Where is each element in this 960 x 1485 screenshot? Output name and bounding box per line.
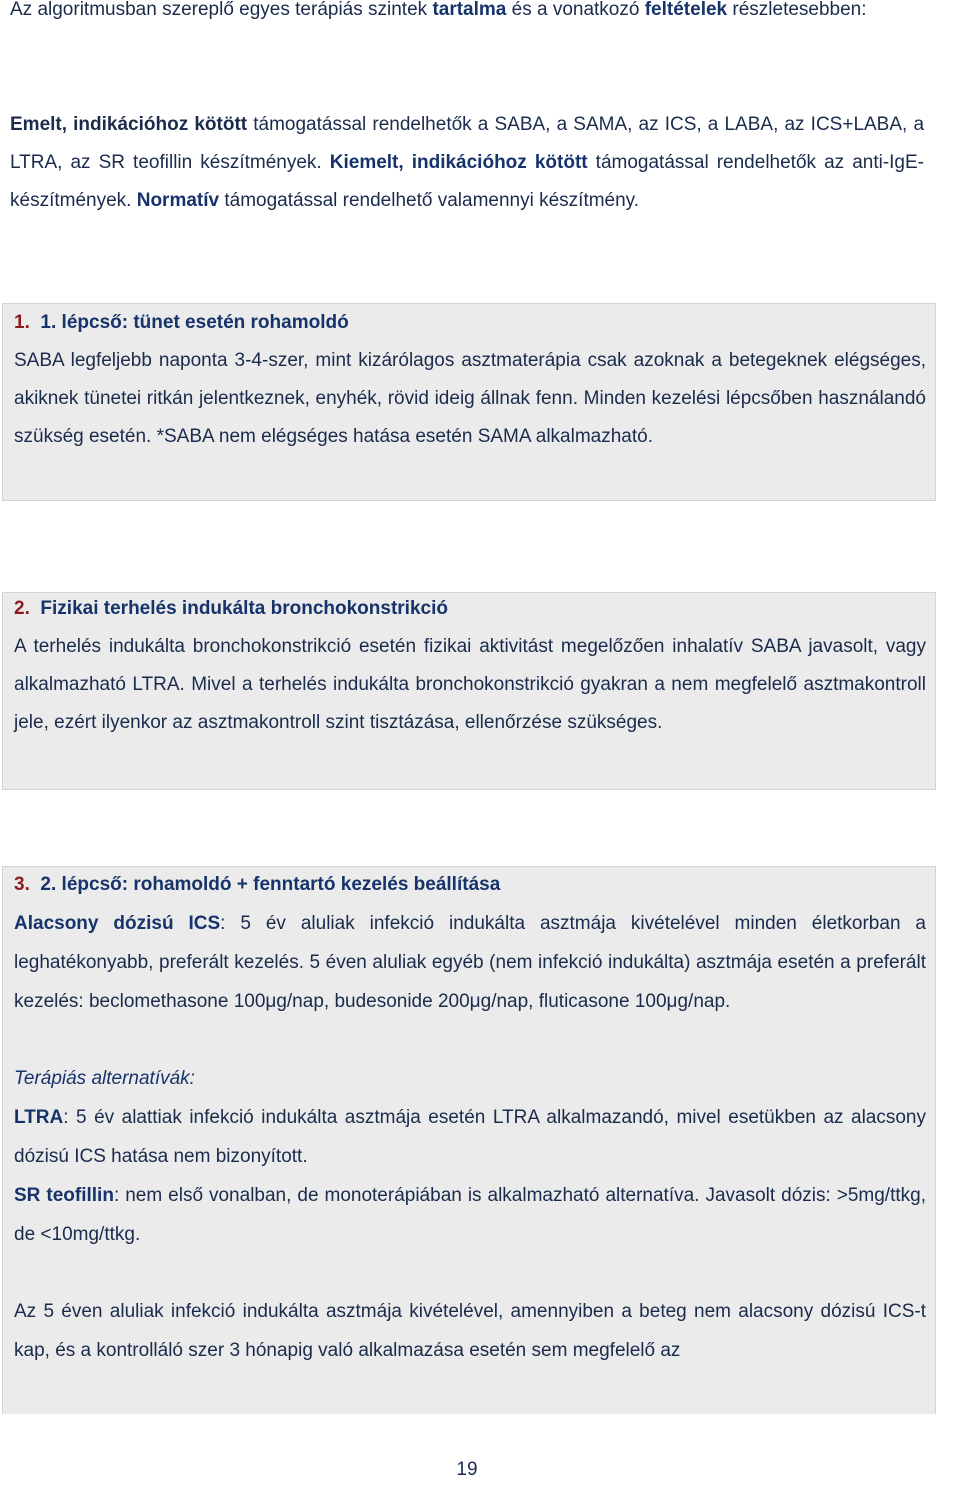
support-text: támogatással rendelhetők az anti-IgE-készítmények. bbox=[10, 152, 924, 211]
step3-heading bbox=[14, 865, 926, 904]
intro-text: Az algoritmusban szereplő egyes terápiás szintek bbox=[10, 0, 433, 20]
support-text: támogatással rendelhetők a SABA, a SAMA, az ICS, a LABA, az ICS+LABA, a LTRA, az SR teofillin készítmények. bbox=[10, 114, 925, 173]
step2-box bbox=[2, 592, 936, 790]
step3-last-paragraph: Az 5 éven aluliak infekció indukálta asztmája kivételével, amennyiben a beteg nem alacsony dózisú ICS-t kap, és a kontrolláló szer 3 hónapig való alkalmazása esetén sem megfelelő az bbox=[14, 1301, 926, 1361]
page-number: 19 bbox=[456, 1459, 478, 1480]
step1-heading bbox=[14, 304, 926, 342]
step3-ltra-paragraph bbox=[14, 1098, 926, 1176]
step3-heading-text: lépcső: rohamoldó + fenntartó kezelés beállítása bbox=[61, 874, 501, 895]
step3-ics-label: Alacsony dózisú ICS bbox=[14, 913, 221, 934]
step1-box bbox=[2, 303, 936, 501]
step3-number: 3. bbox=[14, 874, 30, 895]
intro-paragraph bbox=[10, 0, 924, 29]
intro-text: és a vonatkozó bbox=[506, 0, 645, 20]
step2-number: 2. bbox=[14, 598, 30, 619]
step3-sr-label: SR teofillin bbox=[14, 1185, 114, 1206]
step1-body: SABA legfeljebb naponta 3-4-szer, mint kizárólagos asztmaterápia csak azoknak a betegeknek elégséges, akiknek tünetei ritkán jelentkeznek, enyhék, rövid ideig állnak fenn. Minden kezelési lépcsőben használandó szükség esetén. *SABA nem elégséges hatása esetén SAMA alkalmazható. bbox=[14, 350, 926, 447]
step3-spacer bbox=[14, 1254, 926, 1292]
step1-content bbox=[14, 304, 926, 456]
step1-heading-number: 1. bbox=[40, 312, 62, 333]
intro-bold-conditions: feltételek bbox=[644, 0, 728, 20]
step3-ltra-label: LTRA bbox=[14, 1107, 64, 1128]
step3-alternatives-title: Terápiás alternatívák: bbox=[14, 1068, 195, 1089]
support-text: támogatással rendelhető valamennyi készítmény. bbox=[219, 190, 640, 211]
support-kiemelt: Kiemelt, indikációhoz kötött bbox=[329, 152, 588, 173]
intro-text: részletesebben: bbox=[727, 0, 867, 20]
support-normativ: Normatív bbox=[136, 190, 220, 211]
step3-spacer bbox=[14, 1021, 926, 1059]
step2-heading-text: Fizikai terhelés indukálta bronchokonstrikció bbox=[40, 598, 448, 619]
step2-body: A terhelés indukálta bronchokonstrikció esetén fizikai aktivitást megelőzően inhalatív SABA javasolt, vagy alkalmazható LTRA. Mivel a terhelés indukálta bronchokonstrikció gyakran a nem megfelelő asztmakontroll jele, ezért ilyenkor az asztmakontroll szint tisztázása, ellenőrzése szükséges. bbox=[14, 636, 926, 733]
step3-box bbox=[2, 866, 936, 1414]
step3-ltra-body: : 5 év alattiak infekció indukálta asztmája esetén LTRA alkalmazandó, mivel esetükben az alacsony dózisú ICS hatása nem bizonyított. bbox=[14, 1107, 926, 1167]
step3-heading-number: 2. bbox=[40, 874, 62, 895]
step1-number: 1. bbox=[14, 312, 30, 333]
support-emelt: Emelt, indikációhoz kötött bbox=[10, 114, 248, 135]
step3-sr-paragraph bbox=[14, 1176, 926, 1254]
step1-heading-text: lépcső: tünet esetén rohamoldó bbox=[61, 312, 349, 333]
support-paragraph bbox=[10, 106, 924, 220]
step3-sr-body: : nem első vonalban, de monoterápiában is alkalmazható alternatíva. Javasolt dózis: >5mg/ttkg, de <10mg/ttkg. bbox=[14, 1185, 926, 1245]
step2-heading bbox=[14, 590, 926, 628]
step3-content bbox=[14, 865, 926, 1370]
step3-ics-paragraph bbox=[14, 904, 926, 1021]
step2-content bbox=[14, 590, 926, 742]
step3-ics-body: : 5 év aluliak infekció indukálta asztmája kivételével minden életkorban a leghatékonyabb, preferált kezelés. 5 éven aluliak egyéb (nem infekció indukálta) asztmája esetén a preferált kezelés: beclomethasone 100μg/nap, budesonide 200μg/nap, fluticasone 100μg/nap. bbox=[14, 913, 926, 1012]
intro-bold-content: tartalma bbox=[432, 0, 507, 20]
